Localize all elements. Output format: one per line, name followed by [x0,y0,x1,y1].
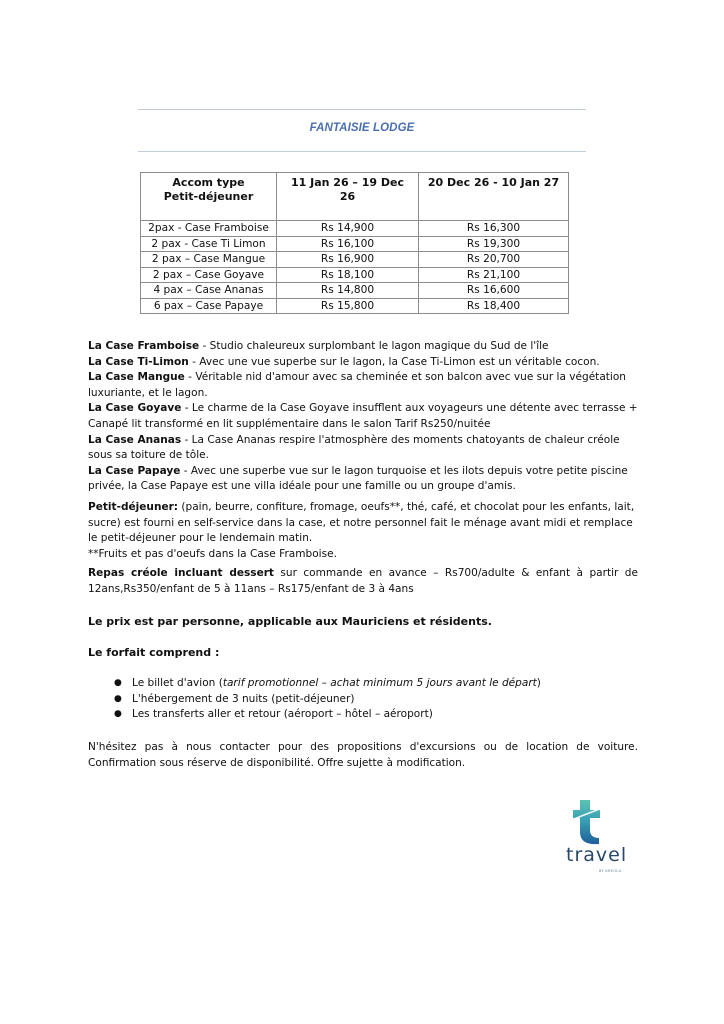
header-accom-type: Accom type Petit-déjeuner [141,173,277,221]
logo-sub-text: BY KREOLA [599,869,622,873]
price-cell: Rs 15,800 [277,298,419,314]
price-cell: Rs 16,300 [419,221,569,237]
table-row [141,298,569,314]
price-cell: Rs 19,300 [419,236,569,252]
breakfast-note: **Fruits et pas d'oeufs dans la Case Framboise. [88,547,337,560]
table-row [141,221,569,237]
description-mangue: La Case Mangue - Véritable nid d'amour avec sa cheminée et son balcon avec vue sur la végétation luxuriante, et le lagon. [88,371,626,399]
header-period-1: 11 Jan 26 – 19 Dec 26 [277,173,419,221]
accom-cell: 2 pax – Case Goyave [141,267,277,283]
table-row [141,236,569,252]
table-row [141,267,569,283]
travel-logo [566,798,636,883]
price-cell: Rs 20,700 [419,252,569,268]
logo-t-icon [566,798,606,846]
accom-cell: 6 pax – Case Papaye [141,298,277,314]
price-cell: Rs 18,400 [419,298,569,314]
creole-meal-paragraph: Repas créole incluant dessert sur commande en avance – Rs700/adulte & enfant à partir de 12ans,Rs350/enfant de 5 à 11ans – Rs175/enfant de 3 à 4ans [88,567,638,595]
price-cell: Rs 16,600 [419,283,569,299]
list-item: ● Les transferts aller et retour (aéroport – hôtel – aéroport) [110,707,630,723]
description-goyave: La Case Goyave - Le charme de la Case Goyave insufflent aux voyageurs une détente avec terrasse + Canapé lit transformé en lit supplémentaire dans le salon Tarif Rs250/nuitée [88,402,638,430]
contact-line-2: Confirmation sous réserve de disponibilité. Offre sujette à modification. [88,756,466,769]
package-list [110,676,630,723]
header-rule-top [138,109,586,110]
table-header-row [141,173,569,221]
description-framboise: La Case Framboise - Studio chaleureux surplombant le lagon magique du Sud de l'île [88,340,549,352]
accom-cell: 2 pax - Case Ti Limon [141,236,277,252]
breakfast-paragraph: Petit-déjeuner: (pain, beurre, confiture, fromage, oeufs**, thé, café, et chocolat pour les enfants, lait, sucre) est fourni en self-service dans la case, et notre personnel fait le ménage avant midi et remplace le petit-déjeuner pour le lendemain matin. [88,501,635,545]
description-ananas: La Case Ananas - La Case Ananas respire l'atmosphère des moments chatoyants de chaleur créole sous sa toiture de tôle. [88,433,620,462]
accommodation-descriptions [88,339,638,495]
accom-cell: 4 pax – Case Ananas [141,283,277,299]
price-note: Le prix est par personne, applicable aux Mauriciens et résidents. [88,615,492,628]
bullet-icon: ● [114,693,122,704]
price-cell: Rs 18,100 [277,267,419,283]
list-item: ● Le billet d'avion (tarif promotionnel – achat minimum 5 jours avant le départ) [110,676,630,692]
price-cell: Rs 16,100 [277,236,419,252]
price-cell: Rs 16,900 [277,252,419,268]
contact-paragraph [88,740,638,771]
header-period-2: 20 Dec 26 - 10 Jan 27 [419,173,569,221]
table-row [141,283,569,299]
description-ti-limon: La Case Ti-Limon - Avec une vue superbe sur le lagon, la Case Ti-Limon est un véritable cocon. [88,355,600,368]
table-row [141,252,569,268]
breakfast-section [88,500,638,562]
bullet-icon: ● [114,678,122,688]
accom-cell: 2 pax – Case Mangue [141,252,277,268]
page-title: FANTAISIE LODGE [309,122,415,134]
price-cell: Rs 21,100 [419,267,569,283]
package-title: Le forfait comprend : [88,646,220,659]
accom-cell: 2pax - Case Framboise [141,221,277,237]
header-rule-bottom [138,151,586,152]
bullet-icon: ● [114,709,122,720]
contact-line-1: N'hésitez pas à nous contacter pour des propositions d'excursions ou de location de voiture. [88,741,638,753]
price-cell: Rs 14,800 [277,283,419,299]
rates-table [140,172,569,314]
description-papaye: La Case Papaye - Avec une superbe vue sur le lagon turquoise et les ilots depuis votre petite piscine privée, la Case Papaye est une villa idéale pour une famille ou un groupe d'amis. [88,464,628,493]
list-item: ● L'hébergement de 3 nuits (petit-déjeuner) [110,692,630,708]
logo-brand-text: travel [566,844,628,866]
price-cell: Rs 14,900 [277,221,419,237]
